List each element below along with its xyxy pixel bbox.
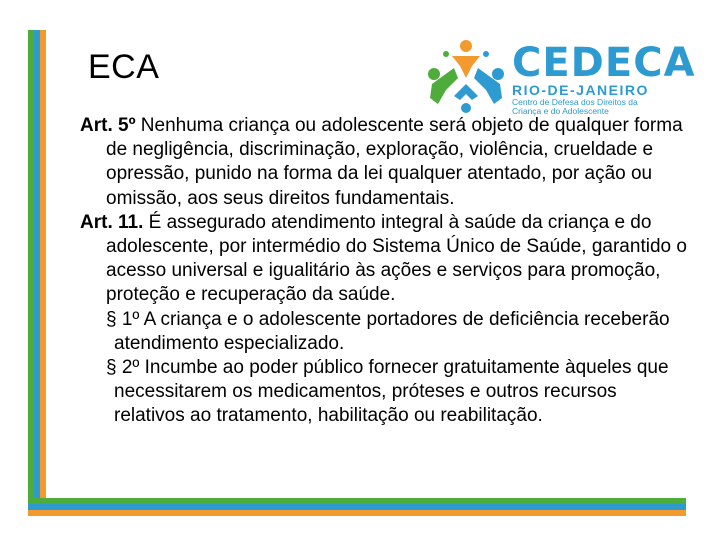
law-text [80,114,690,429]
bottom-border-stripes [28,498,686,516]
logo-subtitle: RIO-DE-JANEIRO [512,82,649,98]
article-5-text: Nenhuma criança ou adolescente será objeto de qualquer forma de negligência, discriminação, exploração, violência, crueldade e opressão, punido na forma da lei qualquer atentado, por ação ou omissão, aos seus direitos fundamentais. [106,115,683,209]
article-11-text: É assegurado atendimento integral à saúde da criança e do adolescente, por intermédio do Sistema Único de Saúde, garantido o acesso universal e igualitário às ações e serviços para promoção, proteção e recuperação da saúde. [106,211,687,306]
article-5-label: Art. 5º [80,115,136,136]
article-11-label: Art. 11. [80,211,144,233]
children-circle-logo-icon [424,38,508,114]
article-11 [80,211,690,308]
logo-name: CEDECA [512,40,696,86]
cedeca-logo [424,38,696,116]
paragraph-2: § 2º Incumbe ao poder público fornecer gratuitamente àqueles que necessitarem os medicamentos, próteses e outros recursos relativos ao tratamento, habilitação ou reabilitação. [106,357,669,427]
paragraph-1: § 1º A criança e o adolescente portadores de deficiência receberão atendimento especializado. [106,308,670,354]
slide-title: ECA [88,48,160,86]
logo-tagline: Centro de Defesa dos Direitos da Criança e do Adolescente [512,97,638,116]
article-5 [80,114,690,211]
left-border-stripes [28,30,46,516]
